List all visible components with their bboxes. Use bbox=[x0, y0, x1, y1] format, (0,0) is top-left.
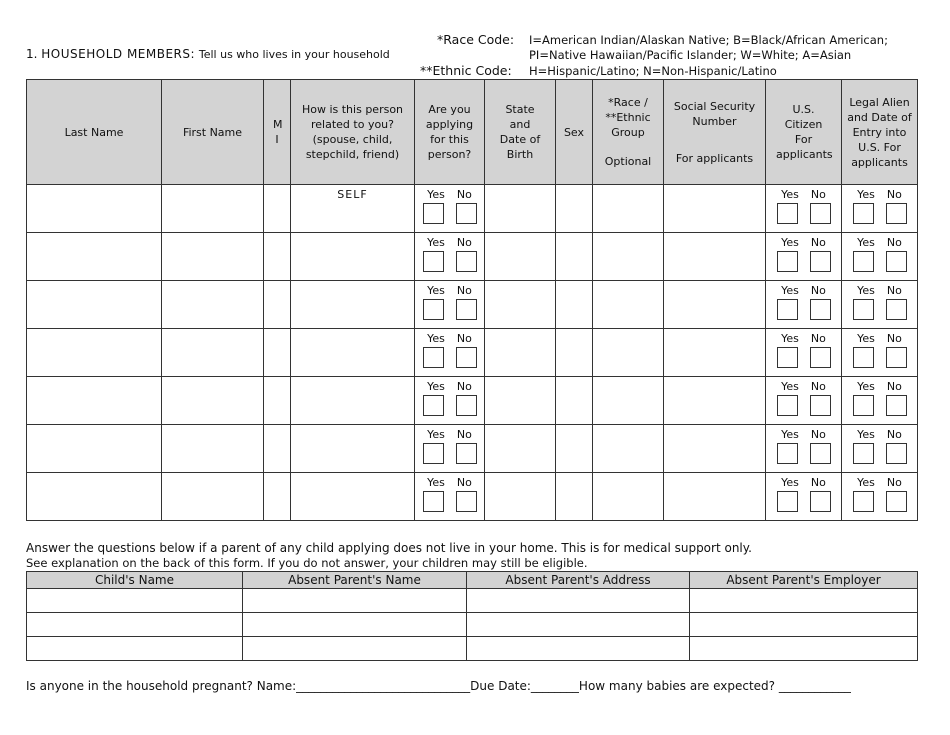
applying-cell bbox=[415, 473, 485, 521]
yes-no-labels bbox=[842, 380, 917, 393]
citizen-yes-checkbox[interactable] bbox=[777, 299, 798, 320]
yes-no-boxes bbox=[415, 251, 484, 272]
ssn-cell[interactable] bbox=[664, 233, 766, 281]
yes-no-boxes bbox=[766, 443, 841, 464]
yes-label: Yes bbox=[857, 476, 875, 489]
applying-cell bbox=[415, 281, 485, 329]
no-label: No bbox=[810, 428, 826, 441]
yes-no-boxes bbox=[842, 299, 917, 320]
applying-cell bbox=[415, 329, 485, 377]
citizen-cell bbox=[766, 185, 842, 233]
yes-no-boxes bbox=[415, 443, 484, 464]
legal-alien-yes-checkbox[interactable] bbox=[853, 203, 874, 224]
legal-alien-cell bbox=[842, 377, 918, 425]
yes-no-labels bbox=[766, 476, 841, 489]
first-name-cell[interactable] bbox=[162, 329, 264, 377]
last-name-cell[interactable] bbox=[27, 233, 162, 281]
yes-label: Yes bbox=[427, 236, 445, 249]
citizen-cell bbox=[766, 233, 842, 281]
section-title: HOUSEHOLD MEMBERS: bbox=[41, 47, 196, 61]
no-label: No bbox=[810, 236, 826, 249]
no-label: No bbox=[456, 284, 472, 297]
no-label: No bbox=[456, 476, 472, 489]
legal-alien-yes-checkbox[interactable] bbox=[853, 443, 874, 464]
applying-no-checkbox[interactable] bbox=[456, 395, 477, 416]
citizen-no-checkbox[interactable] bbox=[810, 347, 831, 368]
legal-alien-cell bbox=[842, 281, 918, 329]
state-dob-cell[interactable] bbox=[485, 473, 556, 521]
last-name-cell[interactable] bbox=[27, 329, 162, 377]
yes-label: Yes bbox=[857, 284, 875, 297]
race-cell[interactable] bbox=[593, 329, 664, 377]
yes-no-labels bbox=[766, 380, 841, 393]
citizen-cell bbox=[766, 425, 842, 473]
last-name-cell[interactable] bbox=[27, 377, 162, 425]
applying-cell bbox=[415, 233, 485, 281]
header-relation-label: How is this person related to you? (spouse, child, stepchild, friend) bbox=[301, 103, 404, 161]
relation-cell[interactable] bbox=[291, 185, 415, 233]
section-number: 1. bbox=[26, 47, 38, 61]
yes-no-boxes bbox=[766, 491, 841, 512]
ssn-cell[interactable] bbox=[664, 425, 766, 473]
relation-cell[interactable] bbox=[291, 281, 415, 329]
legal-alien-yes-checkbox[interactable] bbox=[853, 491, 874, 512]
header-citizen-label: U.S. Citizen For applicants bbox=[776, 103, 833, 161]
table-row bbox=[27, 425, 918, 473]
yes-no-boxes bbox=[842, 395, 917, 416]
yes-no-labels bbox=[842, 476, 917, 489]
self-label: SELF bbox=[337, 188, 368, 201]
yes-label: Yes bbox=[781, 236, 799, 249]
citizen-yes-checkbox[interactable] bbox=[777, 251, 798, 272]
yes-label: Yes bbox=[781, 188, 799, 201]
applying-no-checkbox[interactable] bbox=[456, 491, 477, 512]
applying-yes-checkbox[interactable] bbox=[423, 203, 444, 224]
yes-label: Yes bbox=[857, 380, 875, 393]
race-cell[interactable] bbox=[593, 281, 664, 329]
citizen-yes-checkbox[interactable] bbox=[777, 491, 798, 512]
state-dob-cell[interactable] bbox=[485, 377, 556, 425]
header-state-dob-label: State and Date of Birth bbox=[499, 103, 541, 161]
yes-no-labels bbox=[415, 428, 484, 441]
yes-no-boxes bbox=[766, 347, 841, 368]
last-name-cell[interactable] bbox=[27, 281, 162, 329]
yes-no-labels bbox=[766, 428, 841, 441]
yes-no-labels bbox=[415, 332, 484, 345]
mi-cell[interactable] bbox=[264, 329, 291, 377]
no-label: No bbox=[810, 332, 826, 345]
legal-alien-yes-checkbox[interactable] bbox=[853, 395, 874, 416]
ssn-cell[interactable] bbox=[664, 185, 766, 233]
section-subtitle: Tell us who lives in your household bbox=[198, 48, 390, 61]
citizen-no-checkbox[interactable] bbox=[810, 251, 831, 272]
applying-no-checkbox[interactable] bbox=[456, 203, 477, 224]
header-applying-label: Are you applying for this person? bbox=[425, 103, 474, 161]
table-row bbox=[27, 473, 918, 521]
applying-cell bbox=[415, 425, 485, 473]
yes-no-labels bbox=[842, 188, 917, 201]
applying-yes-checkbox[interactable] bbox=[423, 491, 444, 512]
header-legal-label: Legal Alien and Date of Entry into U.S. For applicants bbox=[847, 95, 912, 169]
header-ssn-label: Social Security Number bbox=[673, 99, 756, 128]
header-ssn-applicants: For applicants bbox=[675, 151, 754, 165]
race-cell[interactable] bbox=[593, 233, 664, 281]
yes-no-boxes bbox=[415, 491, 484, 512]
yes-no-boxes bbox=[766, 395, 841, 416]
yes-no-boxes bbox=[415, 347, 484, 368]
first-name-cell[interactable] bbox=[162, 377, 264, 425]
header-last-name: Last Name bbox=[27, 80, 162, 185]
absent-table-row bbox=[27, 637, 918, 661]
yes-no-labels bbox=[415, 284, 484, 297]
citizen-yes-checkbox[interactable] bbox=[777, 203, 798, 224]
absent-parent-address-cell[interactable] bbox=[467, 589, 690, 613]
absent-parent-address-cell[interactable] bbox=[467, 613, 690, 637]
legal-alien-cell bbox=[842, 185, 918, 233]
yes-no-boxes bbox=[415, 203, 484, 224]
last-name-cell[interactable] bbox=[27, 473, 162, 521]
sex-cell[interactable] bbox=[556, 329, 593, 377]
applying-cell bbox=[415, 185, 485, 233]
absent-parent-name-cell[interactable] bbox=[243, 589, 467, 613]
header-race-label: *Race / **Ethnic Group bbox=[605, 96, 651, 139]
race-cell[interactable] bbox=[593, 425, 664, 473]
yes-no-labels bbox=[842, 284, 917, 297]
yes-label: Yes bbox=[781, 380, 799, 393]
header-state-dob bbox=[485, 80, 556, 185]
yes-no-boxes bbox=[766, 299, 841, 320]
no-label: No bbox=[886, 476, 902, 489]
household-members-title bbox=[26, 47, 390, 61]
yes-label: Yes bbox=[427, 428, 445, 441]
absent-parent-employer-cell[interactable] bbox=[690, 613, 918, 637]
no-label: No bbox=[886, 284, 902, 297]
applying-no-checkbox[interactable] bbox=[456, 299, 477, 320]
yes-no-boxes bbox=[842, 203, 917, 224]
state-dob-cell[interactable] bbox=[485, 425, 556, 473]
legal-alien-cell bbox=[842, 473, 918, 521]
ssn-cell[interactable] bbox=[664, 377, 766, 425]
legal-alien-no-checkbox[interactable] bbox=[886, 251, 907, 272]
state-dob-cell[interactable] bbox=[485, 329, 556, 377]
yes-no-boxes bbox=[766, 203, 841, 224]
sex-cell[interactable] bbox=[556, 233, 593, 281]
citizen-cell bbox=[766, 281, 842, 329]
yes-no-boxes bbox=[842, 443, 917, 464]
absent-table-row bbox=[27, 589, 918, 613]
child-name-cell[interactable] bbox=[27, 589, 243, 613]
header-absent-parent-name: Absent Parent's Name bbox=[243, 572, 467, 589]
applying-yes-checkbox[interactable] bbox=[423, 299, 444, 320]
household-members-table bbox=[26, 79, 918, 521]
yes-no-boxes bbox=[842, 491, 917, 512]
mi-cell[interactable] bbox=[264, 281, 291, 329]
legal-alien-cell bbox=[842, 329, 918, 377]
yes-label: Yes bbox=[857, 428, 875, 441]
yes-label: Yes bbox=[781, 332, 799, 345]
relation-cell[interactable] bbox=[291, 329, 415, 377]
yes-label: Yes bbox=[427, 188, 445, 201]
citizen-cell bbox=[766, 329, 842, 377]
table-row bbox=[27, 233, 918, 281]
ethnic-code-label: **Ethnic Code: bbox=[420, 63, 512, 78]
header-ssn bbox=[664, 80, 766, 185]
sex-cell[interactable] bbox=[556, 377, 593, 425]
state-dob-cell[interactable] bbox=[485, 281, 556, 329]
legal-alien-no-checkbox[interactable] bbox=[886, 491, 907, 512]
yes-no-labels bbox=[415, 380, 484, 393]
absent-parent-address-cell[interactable] bbox=[467, 637, 690, 661]
mi-cell[interactable] bbox=[264, 473, 291, 521]
race-code-line1: I=American Indian/Alaskan Native; B=Black/African American; bbox=[529, 33, 888, 47]
race-code-line2: PI=Native Hawaiian/Pacific Islander; W=White; A=Asian bbox=[529, 48, 852, 62]
no-label: No bbox=[456, 428, 472, 441]
first-name-cell[interactable] bbox=[162, 185, 264, 233]
citizen-cell bbox=[766, 377, 842, 425]
header-mi-label: M I bbox=[273, 118, 283, 146]
relation-cell[interactable] bbox=[291, 233, 415, 281]
race-cell[interactable] bbox=[593, 473, 664, 521]
yes-no-labels bbox=[766, 236, 841, 249]
yes-label: Yes bbox=[781, 284, 799, 297]
legal-alien-cell bbox=[842, 425, 918, 473]
yes-label: Yes bbox=[427, 284, 445, 297]
citizen-no-checkbox[interactable] bbox=[810, 443, 831, 464]
yes-no-labels bbox=[766, 188, 841, 201]
race-cell[interactable] bbox=[593, 185, 664, 233]
yes-no-boxes bbox=[842, 347, 917, 368]
no-label: No bbox=[810, 188, 826, 201]
no-label: No bbox=[886, 236, 902, 249]
yes-label: Yes bbox=[427, 476, 445, 489]
table-row bbox=[27, 281, 918, 329]
citizen-no-checkbox[interactable] bbox=[810, 299, 831, 320]
sex-cell[interactable] bbox=[556, 425, 593, 473]
citizen-no-checkbox[interactable] bbox=[810, 491, 831, 512]
absent-parent-instruction: Answer the questions below if a parent of any child applying does not live in your home. This is for medical support only. bbox=[26, 541, 752, 555]
ssn-cell[interactable] bbox=[664, 281, 766, 329]
relation-cell[interactable] bbox=[291, 377, 415, 425]
pregnancy-question: Is anyone in the household pregnant? Name:_____________________________Due Date:________How many babies are expected? ____________ bbox=[26, 679, 851, 693]
no-label: No bbox=[810, 476, 826, 489]
header-citizen bbox=[766, 80, 842, 185]
citizen-yes-checkbox[interactable] bbox=[777, 347, 798, 368]
yes-no-boxes bbox=[766, 251, 841, 272]
yes-no-labels bbox=[766, 284, 841, 297]
first-name-cell[interactable] bbox=[162, 425, 264, 473]
no-label: No bbox=[886, 188, 902, 201]
applying-no-checkbox[interactable] bbox=[456, 251, 477, 272]
absent-parent-name-cell[interactable] bbox=[243, 637, 467, 661]
absent-parent-name-cell[interactable] bbox=[243, 613, 467, 637]
header-applying bbox=[415, 80, 485, 185]
no-label: No bbox=[456, 332, 472, 345]
table-header-row bbox=[27, 80, 918, 185]
legal-alien-no-checkbox[interactable] bbox=[886, 299, 907, 320]
header-race-optional: Optional bbox=[604, 155, 652, 168]
yes-no-boxes bbox=[842, 251, 917, 272]
yes-no-boxes bbox=[415, 395, 484, 416]
legal-alien-no-checkbox[interactable] bbox=[886, 347, 907, 368]
no-label: No bbox=[886, 332, 902, 345]
sex-cell[interactable] bbox=[556, 185, 593, 233]
first-name-cell[interactable] bbox=[162, 281, 264, 329]
absent-header-row bbox=[27, 572, 918, 589]
yes-no-labels bbox=[842, 236, 917, 249]
table-row bbox=[27, 185, 918, 233]
legal-alien-no-checkbox[interactable] bbox=[886, 443, 907, 464]
yes-label: Yes bbox=[781, 428, 799, 441]
yes-label: Yes bbox=[427, 380, 445, 393]
relation-cell[interactable] bbox=[291, 425, 415, 473]
no-label: No bbox=[886, 380, 902, 393]
applying-yes-checkbox[interactable] bbox=[423, 395, 444, 416]
header-first-name: First Name bbox=[162, 80, 264, 185]
legal-alien-no-checkbox[interactable] bbox=[886, 203, 907, 224]
mi-cell[interactable] bbox=[264, 425, 291, 473]
yes-no-boxes bbox=[415, 299, 484, 320]
applying-no-checkbox[interactable] bbox=[456, 443, 477, 464]
legal-alien-cell bbox=[842, 233, 918, 281]
ssn-cell[interactable] bbox=[664, 473, 766, 521]
applying-yes-checkbox[interactable] bbox=[423, 251, 444, 272]
absent-table-row bbox=[27, 613, 918, 637]
table-row bbox=[27, 329, 918, 377]
legal-alien-yes-checkbox[interactable] bbox=[853, 347, 874, 368]
citizen-no-checkbox[interactable] bbox=[810, 395, 831, 416]
last-name-cell[interactable] bbox=[27, 425, 162, 473]
mi-cell[interactable] bbox=[264, 185, 291, 233]
yes-no-labels bbox=[415, 188, 484, 201]
legal-alien-yes-checkbox[interactable] bbox=[853, 251, 874, 272]
no-label: No bbox=[810, 284, 826, 297]
sex-cell[interactable] bbox=[556, 473, 593, 521]
citizen-yes-checkbox[interactable] bbox=[777, 443, 798, 464]
yes-no-labels bbox=[842, 428, 917, 441]
first-name-cell[interactable] bbox=[162, 233, 264, 281]
mi-cell[interactable] bbox=[264, 377, 291, 425]
race-code-label: *Race Code: bbox=[437, 32, 515, 47]
yes-no-labels bbox=[766, 332, 841, 345]
no-label: No bbox=[810, 380, 826, 393]
race-cell[interactable] bbox=[593, 377, 664, 425]
yes-label: Yes bbox=[781, 476, 799, 489]
header-relation bbox=[291, 80, 415, 185]
applying-no-checkbox[interactable] bbox=[456, 347, 477, 368]
absent-parent-table bbox=[26, 571, 918, 661]
no-label: No bbox=[456, 380, 472, 393]
yes-no-labels bbox=[842, 332, 917, 345]
mi-cell[interactable] bbox=[264, 233, 291, 281]
citizen-cell bbox=[766, 473, 842, 521]
sex-cell[interactable] bbox=[556, 281, 593, 329]
legal-alien-no-checkbox[interactable] bbox=[886, 395, 907, 416]
child-name-cell[interactable] bbox=[27, 637, 243, 661]
first-name-cell[interactable] bbox=[162, 473, 264, 521]
header-race bbox=[593, 80, 664, 185]
header-child-name: Child's Name bbox=[27, 572, 243, 589]
ssn-cell[interactable] bbox=[664, 329, 766, 377]
absent-parent-note: See explanation on the back of this form. If you do not answer, your children may still be eligible. bbox=[26, 556, 588, 570]
header-absent-parent-address: Absent Parent's Address bbox=[467, 572, 690, 589]
applying-yes-checkbox[interactable] bbox=[423, 443, 444, 464]
no-label: No bbox=[886, 428, 902, 441]
last-name-cell[interactable] bbox=[27, 185, 162, 233]
header-mi bbox=[264, 80, 291, 185]
table-row bbox=[27, 377, 918, 425]
absent-parent-employer-cell[interactable] bbox=[690, 637, 918, 661]
yes-label: Yes bbox=[857, 332, 875, 345]
yes-label: Yes bbox=[857, 188, 875, 201]
ethnic-code-line: H=Hispanic/Latino; N=Non-Hispanic/Latino bbox=[529, 64, 777, 78]
no-label: No bbox=[456, 236, 472, 249]
yes-no-labels bbox=[415, 236, 484, 249]
yes-label: Yes bbox=[857, 236, 875, 249]
header-sex: Sex bbox=[556, 80, 593, 185]
citizen-yes-checkbox[interactable] bbox=[777, 395, 798, 416]
yes-no-labels bbox=[415, 476, 484, 489]
state-dob-cell[interactable] bbox=[485, 185, 556, 233]
yes-label: Yes bbox=[427, 332, 445, 345]
citizen-no-checkbox[interactable] bbox=[810, 203, 831, 224]
applying-yes-checkbox[interactable] bbox=[423, 347, 444, 368]
state-dob-cell[interactable] bbox=[485, 233, 556, 281]
header-legal-alien bbox=[842, 80, 918, 185]
legal-alien-yes-checkbox[interactable] bbox=[853, 299, 874, 320]
applying-cell bbox=[415, 377, 485, 425]
absent-parent-employer-cell[interactable] bbox=[690, 589, 918, 613]
no-label: No bbox=[456, 188, 472, 201]
child-name-cell[interactable] bbox=[27, 613, 243, 637]
header-absent-parent-employer: Absent Parent's Employer bbox=[690, 572, 918, 589]
relation-cell[interactable] bbox=[291, 473, 415, 521]
